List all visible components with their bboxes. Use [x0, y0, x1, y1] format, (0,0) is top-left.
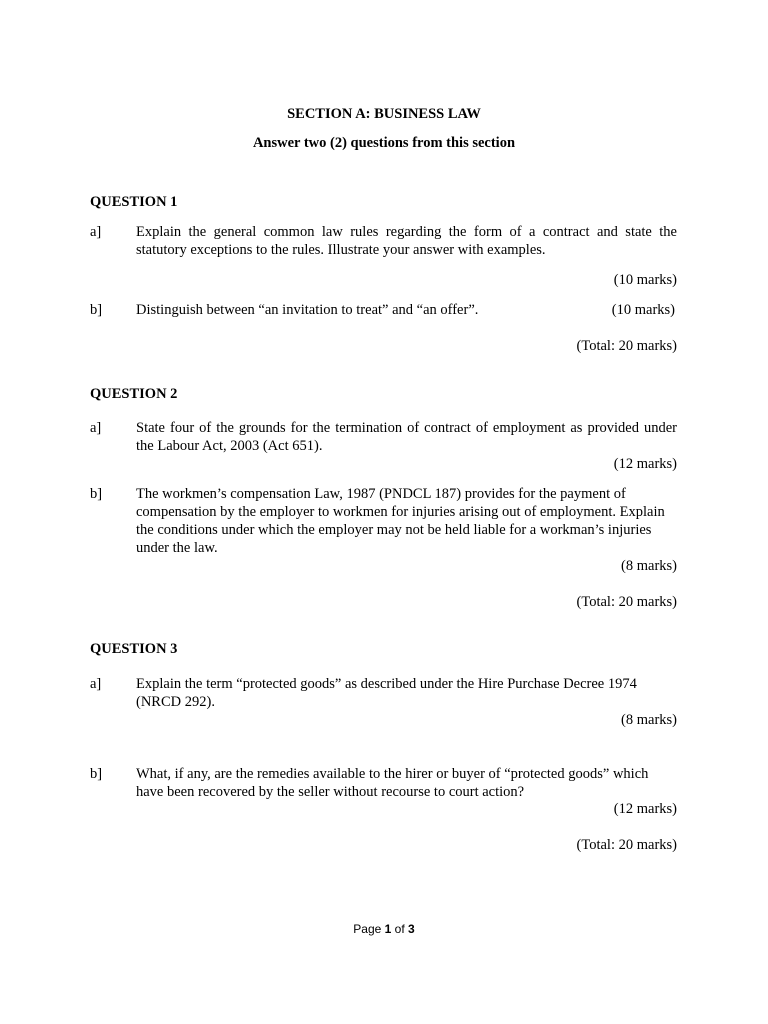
- page-current: 1: [384, 922, 392, 936]
- question-3-total: (Total: 20 marks): [576, 837, 677, 853]
- question-1-part-a-marks: (10 marks): [613, 272, 677, 288]
- question-2-part-b-marks: (8 marks): [621, 558, 677, 574]
- question-2-part-a-marks: (12 marks): [613, 456, 677, 472]
- question-3-heading: QUESTION 3: [90, 641, 178, 657]
- question-3-part-b-label: b]: [90, 766, 103, 782]
- question-1-part-b-marks: (10 marks): [611, 302, 675, 318]
- page-footer: [0, 920, 768, 938]
- question-2-part-a-label: a]: [90, 420, 102, 436]
- question-2-part-b-label: b]: [90, 486, 103, 502]
- page-word: Page: [353, 922, 382, 936]
- question-2-heading: QUESTION 2: [90, 386, 178, 402]
- question-3-part-a-marks: (8 marks): [621, 712, 677, 728]
- page-total: 3: [408, 922, 415, 936]
- page-of-word: of: [394, 922, 405, 936]
- question-1-part-b-text: Distinguish between “an invitation to treat” and “an offer”.: [136, 302, 479, 318]
- question-3-part-a-label: a]: [90, 676, 102, 692]
- question-1-heading: QUESTION 1: [90, 194, 178, 210]
- question-1-part-a-label: a]: [90, 224, 102, 240]
- section-title: SECTION A: BUSINESS LAW: [287, 106, 481, 122]
- question-3-part-b-text: What, if any, are the remedies available to the hirer or buyer of “protected goods” which have been recovered by the seller without recourse to court action?: [136, 766, 649, 800]
- question-2-part-a-text: State four of the grounds for the termination of contract of employment as provided under the Labour Act, 2003 (Act 651).: [136, 420, 677, 454]
- section-instruction: Answer two (2) questions from this section: [252, 135, 516, 151]
- question-3-part-a-text: Explain the term “protected goods” as described under the Hire Purchase Decree 1974 (NRCD 292).: [136, 676, 637, 710]
- question-1-part-b-label: b]: [90, 302, 103, 318]
- question-2-part-b-text: The workmen’s compensation Law, 1987 (PNDCL 187) provides for the payment of compensation by the employer to workmen for injuries arising out of employment. Explain the conditions under which the employer may not be held liable for a workman’s injuries under the law.: [136, 486, 665, 556]
- question-1-part-a-text: Explain the general common law rules regarding the form of a contract and state the statutory exceptions to the rules. Illustrate your answer with examples.: [136, 224, 677, 258]
- question-1-total: (Total: 20 marks): [576, 338, 677, 354]
- question-2-total: (Total: 20 marks): [576, 594, 677, 610]
- question-3-part-b-marks: (12 marks): [613, 801, 677, 817]
